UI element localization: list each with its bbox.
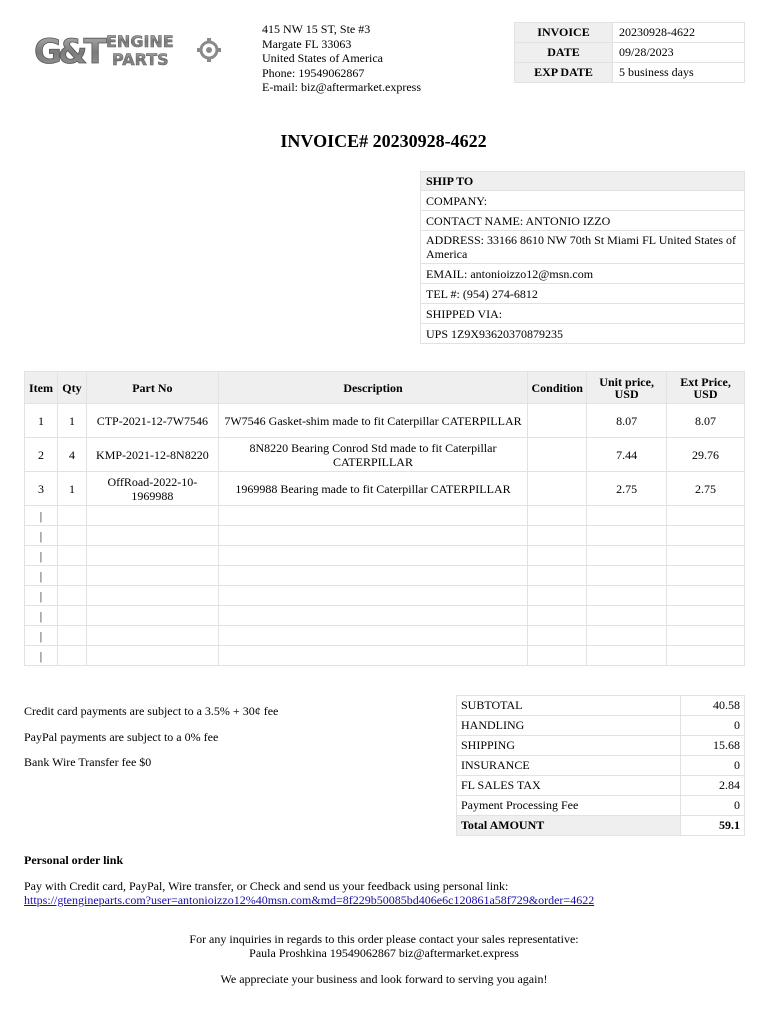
totals-label: SHIPPING <box>457 736 681 756</box>
empty-row-marker: | <box>25 626 58 646</box>
empty-rows <box>25 506 745 666</box>
totals-label: Payment Processing Fee <box>457 796 681 816</box>
totals-label: INSURANCE <box>457 756 681 776</box>
meta-label: EXP DATE <box>515 63 613 83</box>
payment-fees <box>24 704 278 781</box>
empty-cell <box>528 626 587 646</box>
fee-bank-wire: Bank Wire Transfer fee $0 <box>24 755 152 769</box>
totals-label: Total AMOUNT <box>457 816 681 836</box>
empty-cell <box>587 586 667 606</box>
ship-to-company: COMPANY: <box>421 191 745 211</box>
empty-cell <box>218 646 527 666</box>
company-email: E-mail: biz@aftermarket.express <box>262 80 421 94</box>
totals-value: 40.58 <box>681 696 745 716</box>
col-header-item: Item <box>25 372 58 404</box>
empty-cell <box>528 646 587 666</box>
fee-credit-card: Credit card payments are subject to a 3.5% + 30¢ fee <box>24 704 279 718</box>
empty-row-marker: | <box>25 506 58 526</box>
empty-cell <box>667 646 745 666</box>
ship-to-heading: SHIP TO <box>421 172 745 191</box>
empty-row-marker: | <box>25 586 58 606</box>
ship-to-shipped-via: SHIPPED VIA: <box>421 304 745 324</box>
totals-value: 0 <box>681 756 745 776</box>
ship-to-row <box>421 324 745 344</box>
address-country: United States of America <box>262 51 383 65</box>
meta-row-exp-date <box>515 63 745 83</box>
empty-cell <box>218 546 527 566</box>
empty-cell <box>667 506 745 526</box>
meta-value: 20230928-4622 <box>613 23 745 43</box>
totals-value: 59.1 <box>681 816 745 836</box>
cell-qty: 1 <box>57 472 86 506</box>
ship-to-contact: CONTACT NAME: ANTONIO IZZO <box>421 211 745 231</box>
cell-condition <box>528 472 587 506</box>
totals-value: 0 <box>681 796 745 816</box>
cell-unit-price: 2.75 <box>587 472 667 506</box>
totals-value: 2.84 <box>681 776 745 796</box>
cell-ext-price: 29.76 <box>667 438 745 472</box>
meta-label: INVOICE <box>515 23 613 43</box>
footer-thanks: We appreciate your business and look forward to serving you again! <box>220 972 548 986</box>
totals-row-total <box>457 816 745 836</box>
empty-cell <box>587 566 667 586</box>
empty-cell <box>86 546 218 566</box>
empty-cell <box>218 606 527 626</box>
empty-table-row <box>25 606 745 626</box>
ship-to-row <box>421 284 745 304</box>
table-row <box>25 404 745 438</box>
totals-table <box>456 695 745 836</box>
fee-paypal: PayPal payments are subject to a 0% fee <box>24 729 219 744</box>
col-header-unit-price: Unit price, USD <box>587 372 667 404</box>
meta-value: 09/28/2023 <box>613 43 745 63</box>
totals-value: 0 <box>681 716 745 736</box>
empty-cell <box>528 506 587 526</box>
totals-value: 15.68 <box>681 736 745 756</box>
address-line2: Margate FL 33063 <box>262 36 352 51</box>
cell-item: 1 <box>25 404 58 438</box>
empty-cell <box>218 566 527 586</box>
empty-cell <box>528 546 587 566</box>
personal-link-section <box>24 879 594 907</box>
empty-cell <box>57 546 86 566</box>
meta-value: 5 business days <box>613 63 745 83</box>
table-row <box>25 438 745 472</box>
totals-label: SUBTOTAL <box>457 696 681 716</box>
footer-sales-rep: Paula Proshkina 19549062867 biz@aftermarket.express <box>249 946 519 960</box>
empty-cell <box>218 586 527 606</box>
totals-row-subtotal <box>457 696 745 716</box>
totals-row-shipping <box>457 736 745 756</box>
totals-label: FL SALES TAX <box>457 776 681 796</box>
empty-cell <box>667 526 745 546</box>
cell-ext-price: 8.07 <box>667 404 745 438</box>
empty-cell <box>528 586 587 606</box>
empty-cell <box>86 506 218 526</box>
company-phone: Phone: 19549062867 <box>262 65 365 80</box>
logo-text-bottom: PARTS <box>112 50 169 69</box>
empty-row-marker: | <box>25 546 58 566</box>
company-address <box>262 22 421 95</box>
empty-table-row <box>25 566 745 586</box>
totals-row-processing-fee <box>457 796 745 816</box>
empty-cell <box>57 506 86 526</box>
empty-cell <box>86 646 218 666</box>
empty-table-row <box>25 626 745 646</box>
empty-cell <box>57 646 86 666</box>
meta-row-date <box>515 43 745 63</box>
cell-description: 1969988 Bearing made to fit Caterpillar CATERPILLAR <box>218 472 527 506</box>
footer <box>0 932 768 986</box>
empty-cell <box>57 566 86 586</box>
empty-cell <box>587 626 667 646</box>
cell-condition <box>528 404 587 438</box>
col-header-description: Description <box>218 372 527 404</box>
logo-letters: G&T <box>34 32 103 70</box>
gear-icon <box>197 38 221 62</box>
personal-order-link[interactable]: https://gtengineparts.com?user=antonioizzo12%40msn.com&md=8f229b50085bd406e6c120861a58f729&order=4622 <box>24 893 595 907</box>
ship-to-row <box>421 211 745 231</box>
empty-cell <box>667 626 745 646</box>
empty-cell <box>218 626 527 646</box>
empty-cell <box>57 526 86 546</box>
cell-part-no: KMP-2021-12-8N8220 <box>86 438 218 472</box>
cell-part-no: OffRoad-2022-10-1969988 <box>86 472 218 506</box>
empty-cell <box>528 606 587 626</box>
cell-item: 2 <box>25 438 58 472</box>
address-line1: 415 NW 15 ST, Ste #3 <box>262 22 371 36</box>
table-row <box>25 472 745 506</box>
empty-cell <box>86 606 218 626</box>
items-table <box>24 371 745 666</box>
empty-cell <box>57 606 86 626</box>
personal-link-text: Pay with Credit card, PayPal, Wire transfer, or Check and send us your feedback using personal link: <box>24 879 509 893</box>
empty-cell <box>587 606 667 626</box>
empty-cell <box>86 526 218 546</box>
ship-to-table <box>420 171 745 344</box>
items-header-row <box>25 372 745 404</box>
empty-table-row <box>25 546 745 566</box>
empty-cell <box>218 506 527 526</box>
cell-qty: 1 <box>57 404 86 438</box>
logo-text-top: ENGINE <box>106 32 174 51</box>
empty-cell <box>86 586 218 606</box>
totals-row-handling <box>457 716 745 736</box>
company-logo <box>34 30 224 70</box>
empty-cell <box>587 526 667 546</box>
ship-to-row <box>421 264 745 284</box>
col-header-condition: Condition <box>528 372 587 404</box>
ship-to-row <box>421 191 745 211</box>
cell-item: 3 <box>25 472 58 506</box>
totals-row-insurance <box>457 756 745 776</box>
empty-cell <box>587 546 667 566</box>
cell-unit-price: 8.07 <box>587 404 667 438</box>
empty-cell <box>57 626 86 646</box>
col-header-ext-price: Ext Price, USD <box>667 372 745 404</box>
invoice-title <box>0 131 768 152</box>
empty-cell <box>86 566 218 586</box>
invoice-title-text: INVOICE# 20230928-4622 <box>280 131 487 151</box>
invoice-meta-table <box>514 22 745 83</box>
empty-table-row <box>25 646 745 666</box>
ship-to-row <box>421 231 745 264</box>
meta-label: DATE <box>515 43 613 63</box>
cell-description: 7W7546 Gasket-shim made to fit Caterpillar CATERPILLAR <box>218 404 527 438</box>
cell-condition <box>528 438 587 472</box>
empty-row-marker: | <box>25 526 58 546</box>
ship-to-tel: TEL #: (954) 274-6812 <box>421 284 745 304</box>
empty-table-row <box>25 526 745 546</box>
empty-cell <box>528 526 587 546</box>
empty-cell <box>218 526 527 546</box>
totals-label: HANDLING <box>457 716 681 736</box>
totals-row-sales-tax <box>457 776 745 796</box>
ship-to-heading-row <box>421 172 745 191</box>
cell-qty: 4 <box>57 438 86 472</box>
footer-inquiries: For any inquiries in regards to this order please contact your sales representative: <box>189 932 579 946</box>
cell-description: 8N8220 Bearing Conrod Std made to fit Caterpillar CATERPILLAR <box>218 438 527 472</box>
empty-cell <box>528 566 587 586</box>
empty-cell <box>667 566 745 586</box>
empty-table-row <box>25 586 745 606</box>
empty-cell <box>667 586 745 606</box>
meta-row-invoice <box>515 23 745 43</box>
empty-table-row <box>25 506 745 526</box>
personal-link-heading: Personal order link <box>24 853 124 867</box>
empty-row-marker: | <box>25 606 58 626</box>
empty-cell <box>667 606 745 626</box>
cell-unit-price: 7.44 <box>587 438 667 472</box>
col-header-part-no: Part No <box>86 372 218 404</box>
empty-cell <box>86 626 218 646</box>
empty-cell <box>587 506 667 526</box>
ship-to-row <box>421 304 745 324</box>
empty-row-marker: | <box>25 566 58 586</box>
empty-row-marker: | <box>25 646 58 666</box>
logo-graphic <box>34 30 224 70</box>
ship-to-address: ADDRESS: 33166 8610 NW 70th St Miami FL United States of America <box>421 231 745 264</box>
ship-to-email: EMAIL: antonioizzo12@msn.com <box>421 264 745 284</box>
empty-cell <box>667 546 745 566</box>
cell-ext-price: 2.75 <box>667 472 745 506</box>
ship-to-tracking: UPS 1Z9X93620370879235 <box>421 324 745 344</box>
empty-cell <box>57 586 86 606</box>
cell-part-no: CTP-2021-12-7W7546 <box>86 404 218 438</box>
empty-cell <box>587 646 667 666</box>
col-header-qty: Qty <box>57 372 86 404</box>
